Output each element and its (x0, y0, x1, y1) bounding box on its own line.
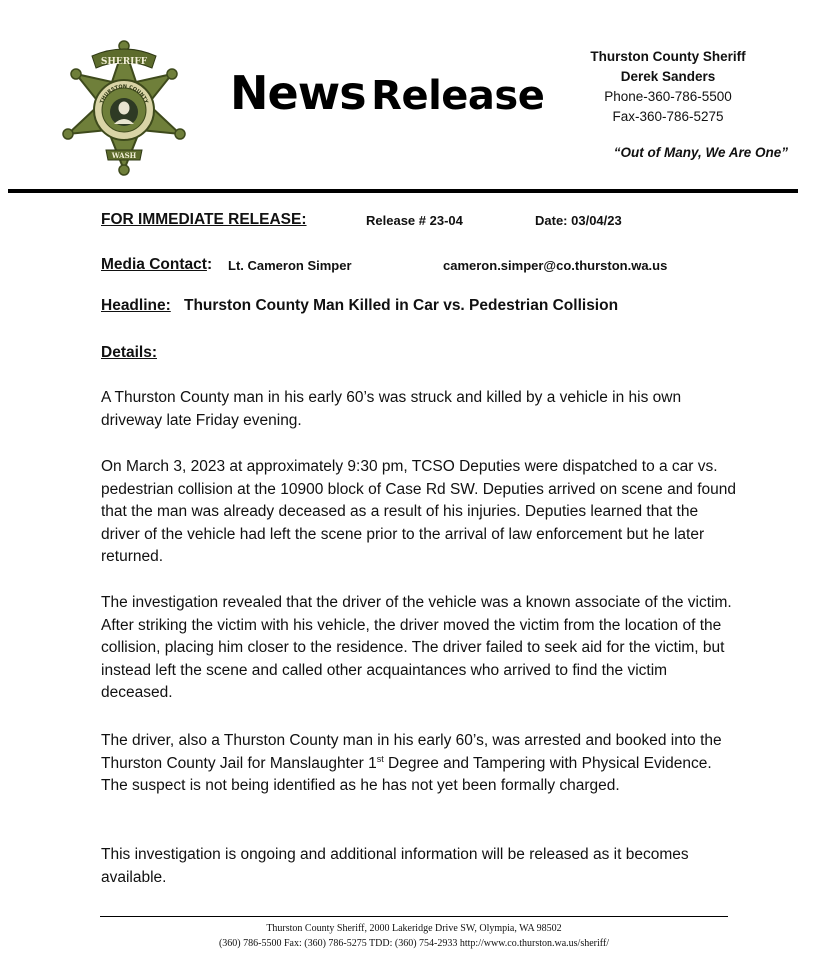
office-phone: Phone-360-786-5500 (604, 89, 732, 104)
page-title (230, 66, 544, 120)
sheriff-badge-icon (50, 38, 198, 180)
title-word-release: Release (371, 73, 545, 119)
sheriff-name: Derek Sanders (620, 69, 716, 84)
motto: “Out of Many, We Are One” (613, 145, 788, 160)
contact-name: Lt. Cameron Simper (228, 258, 352, 273)
media-contact-label: Media Contact (101, 256, 207, 273)
details-label: Details: (101, 344, 157, 361)
release-number: Release # 23-04 (366, 213, 463, 228)
contact-email[interactable]: cameron.simper@co.thurston.wa.us (443, 258, 668, 273)
footer-address: Thurston County Sheriff, 2000 Lakeridge Drive SW, Olympia, WA 98502 (266, 923, 562, 934)
office-name: Thurston County Sheriff (590, 49, 746, 64)
body-paragraph-4: The driver, also a Thurston County man in his early 60’s, was arrested and booked into the Thurston County Jail for Manslaughter 1st Degree and Tampering with Physical Evidence. The suspect is not being identified as he has not yet been formally charged. (101, 732, 722, 795)
badge-ring-text: THURSTON COUNTY (99, 83, 149, 105)
body-paragraph-2: On March 3, 2023 at approximately 9:30 pm, TCSO Deputies were dispatched to a car vs. pedestrian collision at the 10900 block of Case Rd SW. Deputies arrived on scene and found that the man was already deceased as a result of his injuries. Deputies learned that the driver of the vehicle had left the scene prior to the arrival of law enforcement but he later returned. (101, 458, 737, 566)
title-word-news: News (230, 66, 366, 120)
office-block (568, 47, 768, 127)
office-fax: Fax-360-786-5275 (612, 109, 724, 124)
release-date: Date: 03/04/23 (535, 213, 622, 228)
body-paragraph-1: A Thurston County man in his early 60’s was struck and killed by a vehicle in his own driveway late Friday evening. (101, 389, 682, 429)
badge-bottom-label: WASH (111, 151, 137, 160)
media-contact-label-wrap (101, 256, 212, 274)
headline-label: Headline: (101, 297, 171, 314)
footer-contacts: (360) 786-5500 Fax: (360) 786-5275 TDD: (360) 754-2933 http://www.co.thurston.wa.us/sheriff/ (218, 938, 610, 949)
media-contact-colon: : (206, 256, 213, 273)
header-divider (8, 189, 798, 193)
body-paragraph-3: The investigation revealed that the driver of the vehicle was a known associate of the victim. After striking the victim with his vehicle, the driver moved the victim from the location of the collision, placing him closer to the residence. The driver failed to seek aid for the victim, but instead left the scene and called other acquaintances who arrived to find the victim deceased. (101, 594, 732, 702)
footer-divider (100, 916, 728, 917)
body-paragraph-5: This investigation is ongoing and additional information will be released as it becomes available. (101, 846, 689, 886)
badge-top-label: SHERIFF (100, 57, 148, 67)
footer (100, 921, 728, 951)
headline-text: Thurston County Man Killed in Car vs. Pedestrian Collision (184, 297, 619, 314)
immediate-release-label: FOR IMMEDIATE RELEASE: (101, 211, 307, 228)
